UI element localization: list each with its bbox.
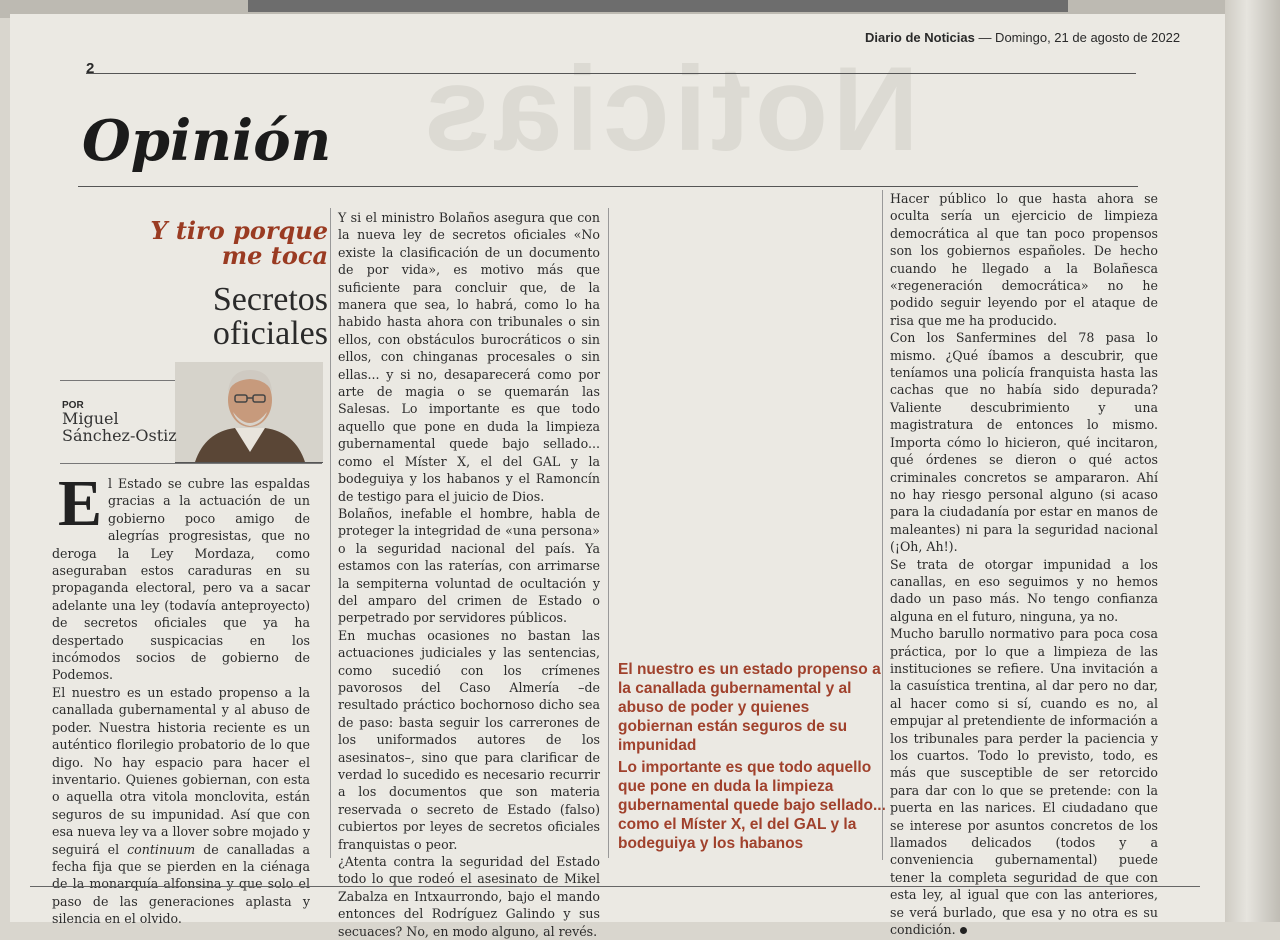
paragraph-text: El nuestro es un estado propenso a la canallada gubernamental y al abuso de poder. Nuestra historia reciente es un auténtico florilegio probatorio de lo que digo. No hay espacio para hacer el inventario. Quienes gobiernan, con esta o aquella otra vitola monclovita, están seguros de su impunidad. Así que con esa nueva ley va a llover sobre mojado y seguirá el [52, 684, 310, 857]
headline-line-1: Secretos [212, 281, 328, 318]
kicker-line-2: me toca [221, 241, 328, 270]
paragraph [52, 684, 310, 928]
column-kicker [150, 218, 328, 268]
adjacent-page-edge [1225, 0, 1280, 922]
paragraph [890, 625, 1158, 938]
drop-cap: E [58, 467, 103, 540]
article-column-2 [338, 209, 600, 940]
column-rule [882, 190, 883, 860]
paragraph-text: l Estado se cubre las espaldas gracias a la actuación de un gobierno poco amigo de alegrías progresistas, que no deroga la Ley Mordaza, como aseguraban estos caraduras en su propaganda electoral, pero va a sacar adelante una ley (todavía anteproyecto) de secretos oficiales que ya ha despertado suspicacias en los incómodos socios de gobierno de Podemos. [52, 476, 310, 683]
paragraph: Bolaños, inefable el hombre, habla de proteger la integridad de «una persona» o la seguridad nacional del país. Ya estamos con las raterías, con arrimarse la sempiterna voluntad de ocultación y del amparo del crimen de Estado o perpetrado por servidores públicos. [338, 505, 600, 626]
paragraph: Y si el ministro Bolaños asegura que con la nueva ley de secretos oficiales «No existe la clasificación de un documento de por vida», es motivo más que suficiente para concluir que, de la manera que sea, lo habrá, como lo ha habido hasta ahora con tribunales o sin ellos, con obstáculos burocráticos o sin ellos, con chinganas procesales o sin ellas... y si no, desaparecerá como por arte de magia o se quemarán las Salesas. Lo importante es que todo aquello que pone en duda la limpieza gubernamental quede bajo sellado... como el Míster X, el del GAL y la bodeguiya y los habanos y el Ramoncín de testigo para el juicio de Dios. [338, 210, 600, 504]
article-headline [150, 283, 328, 351]
byline-rule-bottom [60, 463, 322, 464]
byline-label: POR [62, 400, 84, 411]
date-line: — Domingo, 21 de agosto de 2022 [978, 30, 1181, 45]
author-name-line-2: Sánchez-Ostiz [62, 426, 177, 445]
author-name [62, 410, 212, 444]
headline-line-2: oficiales [212, 315, 328, 352]
pull-quote-2: Lo importante es que todo aquello que pone en duda la limpieza gubernamental quede bajo sellado... como el Míster X, el del GAL y la bodeguiya y los habanos [618, 759, 886, 852]
paragraph [52, 467, 310, 684]
publication-name: Diario de Noticias [865, 30, 975, 45]
column-rule [330, 208, 331, 858]
bottom-rule [30, 886, 1200, 887]
paragraph: Se trata de otorgar impunidad a los canallas, en eso seguimos y no hemos dado un paso más. No tengo confianza alguna en el futuro, ninguna, ya no. [890, 556, 1158, 624]
article-column-1 [52, 467, 310, 928]
paragraph-text: de canalladas a fecha fija que se pierden en la ciénaga de la monarquía alfonsina y que solo el paso de las generaciones aplasta y silencia en el olvido. [52, 841, 310, 927]
paragraph: Con los Sanfermines del 78 pasa lo mismo. ¿Qué íbamos a descubrir, que teníamos una policía franquista hasta las cachas que no había sido depurada? Valiente descubrimiento y una magistratura de entonces lo mismo. Importa cómo lo hicieron, qué incitaron, qué órdenes se dieron o qué actos criminales concretos se ampararon. Ahí no hay riesgo personal alguno (si acaso para la ciudadanía por estar en manos de maleantes) ni para la seguridad nacional (¡Oh, Ah!). [890, 330, 1158, 555]
page-number: 2 [86, 60, 95, 77]
paragraph-text: Mucho barullo normativo para poca cosa práctica, por lo que a limpieza de las instituciones se refiere. Una invitación a la casuística trentina, al dar pero no dar, al hacer como si sí, cuando es no, al empujar al pretendiente de información a los tribunales para perder la paciencia y los cuartos. Todo lo previsto, todo, es más que susceptible de ser retorcido para dar con lo que se pretende: con la puerta en las narices. El ciudadano que se interese por asuntos concretos de los llamados delicados (todos y a conveniencia gubernamental) puede tener la completa seguridad de que con esta ley, al igual que con las anteriores, se verá burlado, que esa y no otra es su condición. [890, 626, 1158, 938]
paragraph: Hacer público lo que hasta ahora se oculta sería un ejercicio de limpieza democrática al que tan poco propensos son los gobiernos españoles. De hecho cuando he llegado a la Bolañesca «regeneración democrática» no he podido seguir leyendo por el ataque de risa que me ha producido. [890, 191, 1158, 328]
paragraph: ¿Atenta contra la seguridad del Estado todo lo que rodeó el asesinato de Mikel Zabalza en Intxaurrondo, bajo el mando entonces del Rodríguez Galindo y sus secuaces? No, en modo alguno, al revés. [338, 854, 600, 939]
author-name-line-1: Miguel [62, 409, 119, 428]
masthead-rule [86, 73, 1136, 74]
section-rule [78, 186, 1138, 187]
end-mark-icon [960, 927, 967, 934]
italic-term: continuum [127, 841, 196, 857]
top-strip-dark [248, 0, 1068, 12]
kicker-line-1: Y tiro porque [150, 216, 328, 245]
masthead [865, 30, 1180, 45]
paragraph: En muchas ocasiones no bastan las actuaciones judiciales y las sentencias, como sucedió con los crímenes pavorosos del Caso Almería –de resultado práctico bochornoso dicho sea de paso: basta seguir los carrerones de los uniformados autores de los asesinatos–, sino que para clarificar de verdad lo sucedido es necesario recurrir a los documentos que son materia reservada o secreto de Estado (falso) cubiertos por leyes de secretos oficiales franquistas o peor. [338, 627, 600, 852]
column-rule [608, 208, 609, 858]
section-title: Opinión [82, 108, 332, 174]
article-column-4 [890, 190, 1158, 938]
show-through-text: Noticias [420, 42, 919, 176]
pull-quote-1: El nuestro es un estado propenso a la canallada gubernamental y al abuso de poder y quienes gobiernan están seguros de su impunidad [618, 661, 881, 754]
